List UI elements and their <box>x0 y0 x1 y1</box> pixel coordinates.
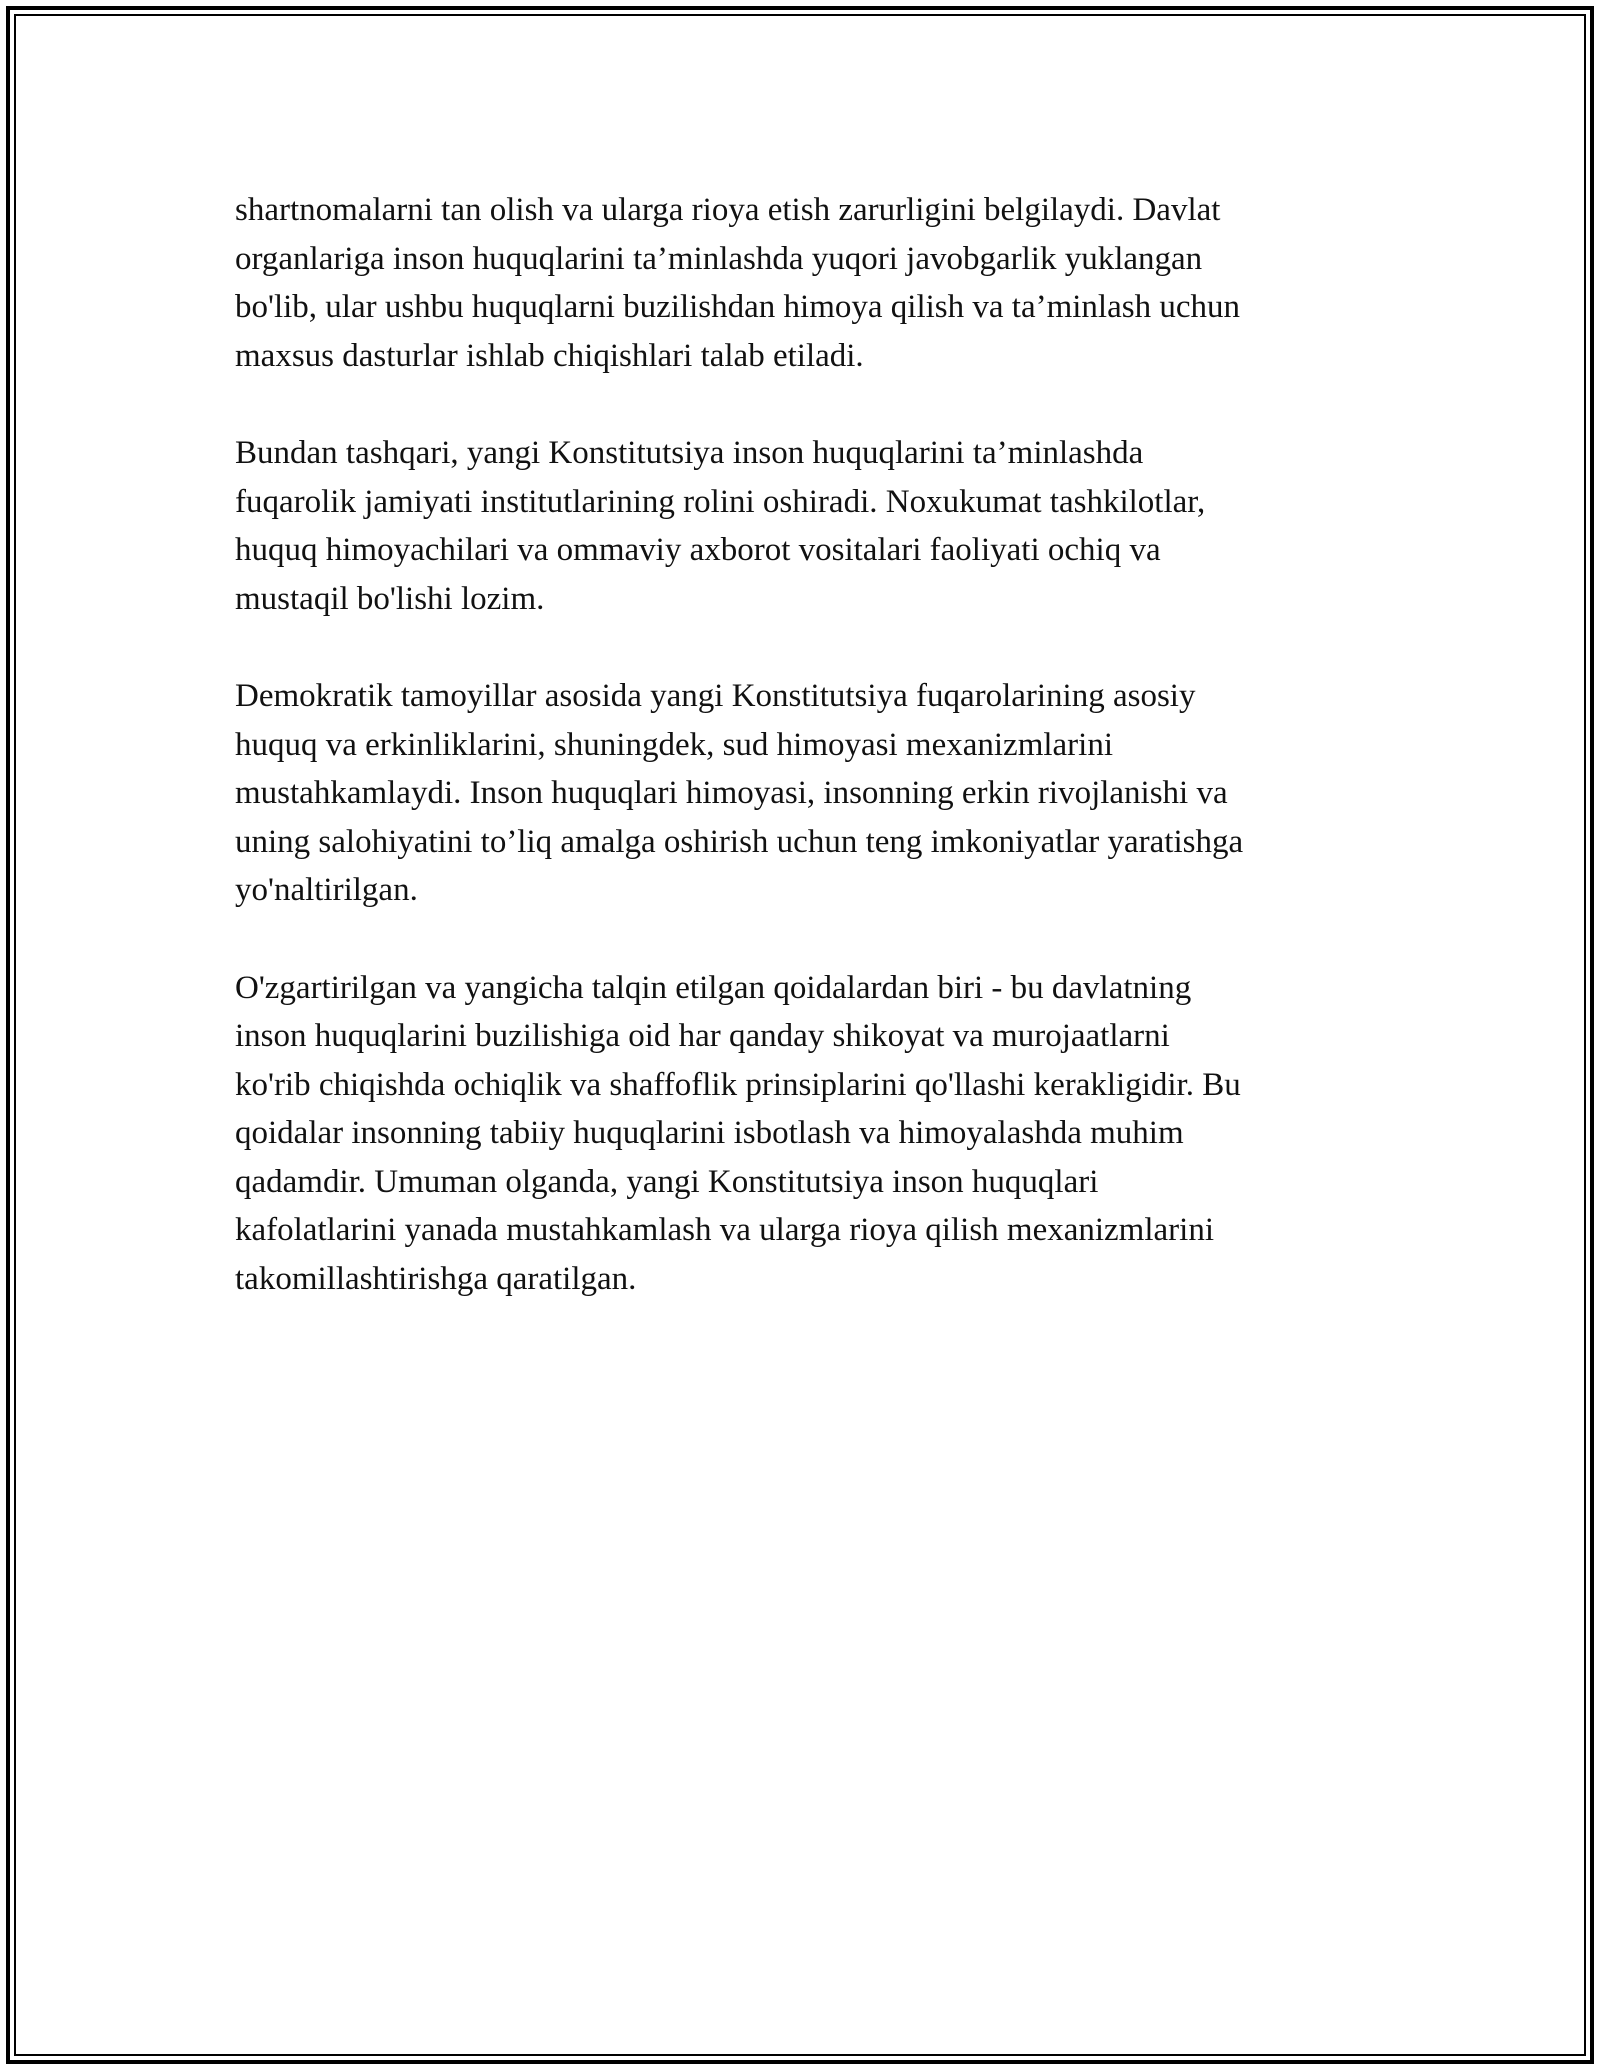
text-line: organlariga inson huquqlarini ta’minlashda yuqori javobgarlik yuklangan <box>235 240 1203 277</box>
document-body <box>235 186 1365 1352</box>
paragraph-1 <box>235 186 1365 380</box>
text-line: inson huquqlarini buzilishiga oid har qanday shikoyat va murojaatlarni <box>235 1018 1170 1055</box>
text-line: shartnomalarni tan olish va ularga rioya etish zarurligini belgilaydi. Davlat <box>235 192 1221 228</box>
text-line: O'zgartirilgan va yangicha talqin etilgan qoidalardan biri - bu davlatning <box>235 969 1192 1006</box>
text-line: qadamdir. Umuman olganda, yangi Konstitutsiya inson huquqlari <box>235 1163 1099 1200</box>
text-line: mustahkamlaydi. Inson huquqlari himoyasi, insonning erkin rivojlanishi va <box>235 775 1228 812</box>
paragraph-3 <box>235 672 1365 915</box>
text-line: yo'naltirilgan. <box>235 872 418 909</box>
text-line: uning salohiyatini to’liq amalga oshirish uchun teng imkoniyatlar yaratishga <box>235 823 1244 860</box>
text-line: Bundan tashqari, yangi Konstitutsiya inson huquqlarini ta’minlashda <box>235 434 1144 471</box>
text-line: huquq va erkinliklarini, shuningdek, sud himoyasi mexanizmlarini <box>235 726 1114 763</box>
paragraph-2 <box>235 429 1365 623</box>
text-line: ko'rib chiqishda ochiqlik va shaffoflik prinsiplarini qo'llashi kerakligidir. Bu <box>235 1066 1241 1103</box>
text-line: kafolatlarini yanada mustahkamlash va ularga rioya qilish mexanizmlarini <box>235 1212 1214 1249</box>
text-line: qoidalar insonning tabiiy huquqlarini isbotlash va himoyalashda muhim <box>235 1115 1184 1152</box>
text-line: huquq himoyachilari va ommaviy axborot vositalari faoliyati ochiq va <box>235 532 1161 569</box>
text-line: maxsus dasturlar ishlab chiqishlari talab etiladi. <box>235 337 864 374</box>
text-line: bo'lib, ular ushbu huquqlarni buzilishdan himoya qilish va ta’minlash uchun <box>235 289 1240 326</box>
text-line: Demokratik tamoyillar asosida yangi Konstitutsiya fuqarolarining asosiy <box>235 677 1196 714</box>
text-line: fuqarolik jamiyati institutlarining rolini oshiradi. Noxukumat tashkilotlar, <box>235 483 1206 520</box>
text-line: takomillashtirishga qaratilgan. <box>235 1261 637 1298</box>
text-line: mustaqil bo'lishi lozim. <box>235 580 545 617</box>
paragraph-4 <box>235 964 1365 1304</box>
